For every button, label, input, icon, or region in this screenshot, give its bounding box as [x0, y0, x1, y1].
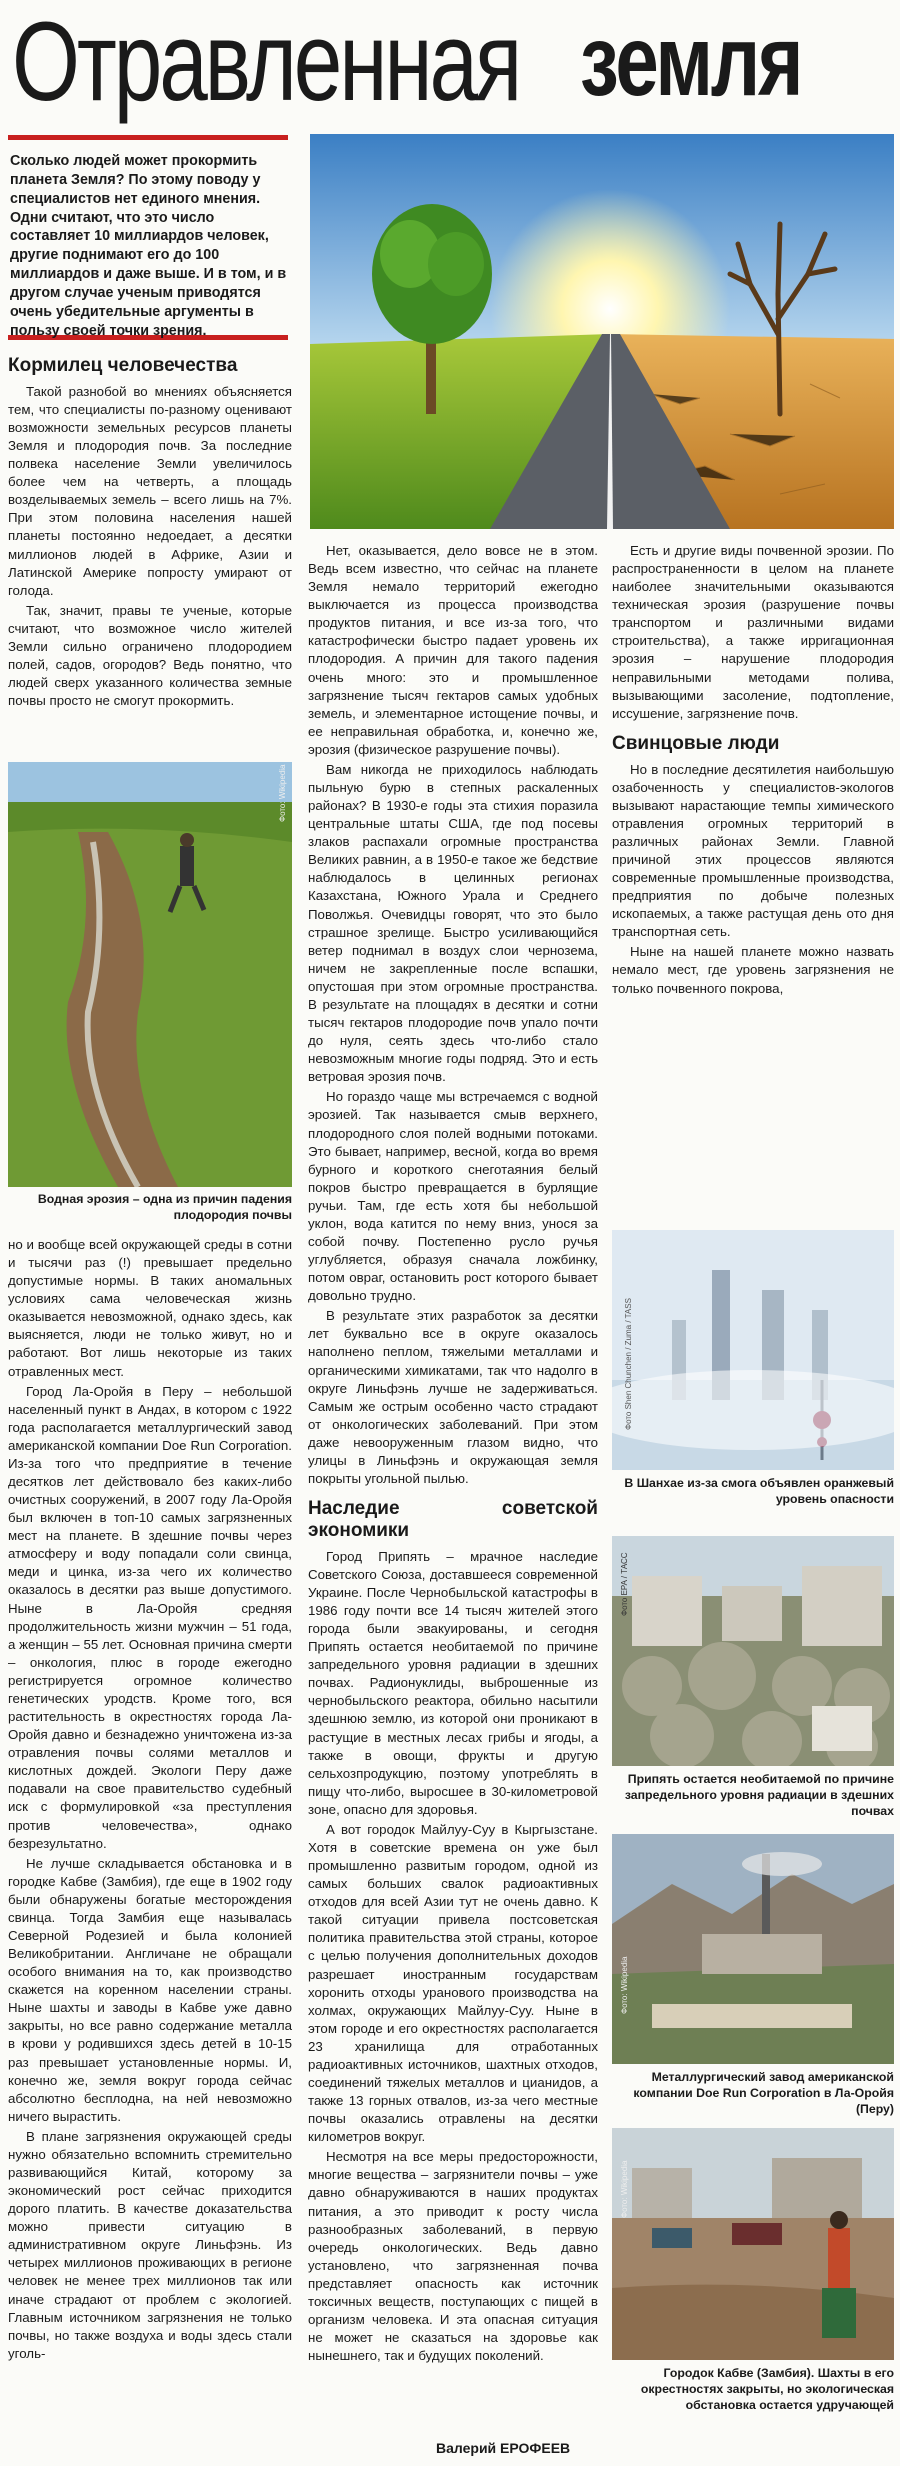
section-heading-soviet: Наследие советской экономики [308, 1498, 598, 1541]
water-erosion-image [8, 762, 292, 1187]
paragraph: но и вообще всей окружающей среды в сотни и тысячи раз (!) превышает предельно допустимые нормы. В таких аномальных условиях сама человеческая жизнь оказывается невозможной, однако здесь, как выясняется, люди не только живут, но и работают. Вот лишь некоторые из таких отравленных мест. [8, 1237, 292, 1379]
column-2 [308, 542, 598, 2367]
caption-water-erosion: Водная эрозия – одна из причин падения плодородия почвы [37, 1192, 292, 1222]
headline [0, 0, 900, 130]
paragraph: Не лучше складывается обстановка и в городке Кабве (Замбия), где еще в 1902 году были обнаружены богатые месторождения свинца. Тогда Замбия еще называлась Северной Родезией и была колонией Великобритании. Англичане не обращали особого внимания на то, как производство скажется на коренном населении страны. Ныне шахты и заводы в Кабве уже давно закрыты, но все равно содержание металла в крови у родившихся здесь детей в 10-15 раз превышает установленные нормы. И, конечно же, земля вокруг города сейчас абсолютно бесплодна, на ней невозможно ничего вырастить. [8, 1855, 292, 2124]
paragraph: Вам никогда не приходилось наблюдать пыльную бурю в степных раскаленных районах? В 1930-е годы эта стихия поразила центральные штаты США, где под посевы злаков распахали огромные пространства Великих равнин, а в 1950-е такое же бедствие наблюдалось в целинных регионах Казахстана, Южного Урала и Среднего Поволжья. Очевидцы говорят, что это было страшное зрелище. Быстро усиливающийся ветер поднимал в воздух слои чернозема, ничем не закрепленные после вспашки, опустошая при этом огромные пространства. В результате на площадях в десятки и сотни тысяч гектаров плодородие почв упало почти до нуля, сеять здесь что-либо стало невозможным многие годы подряд. Это и есть ветровая эрозия почв. [308, 761, 598, 1085]
column-1 [8, 355, 292, 712]
photo-credit: Фото EPA / ТАСС [620, 1552, 629, 1616]
caption-la-oroya: Металлургический завод американской компании Doe Run Corporation в Ла-Оройя (Перу) [633, 2070, 894, 2116]
caption-kabwe: Городок Кабве (Замбия). Шахты в его окрестностях закрыты, но экологическая обстановка остается удручающей [640, 2366, 894, 2412]
paragraph: Так, значит, правы те ученые, которые считают, что возможное число жителей Земли сильно ограничено плодородием полей, садов, огородов? Ведь понятно, что людей сверх указанного количества земные почвы просто не смогут прокормить. [8, 602, 292, 709]
photo-la-oroya [612, 1834, 894, 2064]
headline-light: Отравленная [12, 0, 520, 124]
photo-shanghai-smog [612, 1230, 894, 1470]
caption-shanghai: В Шанхае из-за смога объявлен оранжевый уровень опасности [624, 1476, 894, 1506]
lead-box [8, 135, 288, 340]
paragraph: Ныне на нашей планете можно назвать немало мест, где уровень загрязнения не только почвенного покрова, [612, 944, 894, 996]
paragraph: Есть и другие виды почвенной эрозии. По распространенности в целом на планете наиболее значительными оказываются техническая эрозия (разрушение почвы транспортом и различными видами строительства), а также ирригационная эрозия – нарушение плодородия неправильными методами полива, вызывающими засоление, подтопление, иссушение, загрязнение почв. [612, 543, 894, 721]
column-1-continued [8, 1236, 292, 2365]
photo-pripyat [612, 1536, 894, 1766]
photo-credit: Фото: Wikipedia [620, 2160, 629, 2218]
section-heading-lead-people: Свинцовые люди [612, 732, 780, 754]
kabwe-image [612, 2128, 894, 2360]
paragraph: Нет, оказывается, дело вовсе не в этом. Ведь всем известно, что сейчас на планете Земля немало территорий ежегодно выключается из процесса производства продуктов питания, и все из-за того, что катастрофически быстро падает уровень их плодородия. А причин для такого падения очень много: это и промышленное загрязнение тысяч гектаров самых удобных земель, и элементарное истощение почвы, и ее неправильная обработка, и, конечно же, эрозия (физическое разрушение почвы). [308, 543, 598, 757]
paragraph: Несмотря на все меры предосторожности, многие вещества – загрязнители почвы – уже давно обнаруживаются в наших продуктах питания, а это приводит к росту числа разнообразных заболеваний, в первую очередь онкологических. Ведь давно установлено, что загрязненная почва представляет опасность как источник токсичных веществ, поступающих с пищей в организм человека. И эта опасная ситуация не может не сказаться на здоровье как нынешнего, так и будущих поколений. [308, 2149, 598, 2364]
photo-kabwe [612, 2128, 894, 2360]
column-3 [612, 542, 894, 1000]
pripyat-image [612, 1536, 894, 1766]
photo-water-erosion [8, 762, 292, 1187]
caption-pripyat: Припять остается необитаемой по причине запредельного уровня радиации в здешних почвах [624, 1772, 894, 1818]
paragraph: В результате этих разработок за десятки лет буквально все в округе оказалось наполнено пеплом, тяжелыми металлами и органическими химикатами, так что надолго в округе Линьфэнь лучше не задерживаться. Самым же острым особенно часто страдают от онкологических заболеваний. При этом даже невооруженным глазом видно, что улицы в Линьфэнь и окружающая земля покрыты угольной пылью. [308, 1308, 598, 1486]
headline-bold: земля [580, 5, 802, 117]
photo-credit: Фото Shen Chunchen / Zuma / TASS [624, 1298, 633, 1430]
paragraph: Город Ла-Оройя в Перу – небольшой населенный пункт в Андах, в котором с 1922 года располагается металлургический завод американской компании Doe Run Corporation. Из-за того что предприятие в течение десятков лет действовало без каких-либо очистных сооружений, в 2007 году Ла-Оройя был включен в топ-10 самых загрязненных мест на планете. В здешние почвы через атмосферу и воду попадали соли свинца, меди и цинка, из-за чего их количество оказалось в десятки раз выше допустимого. Ныне в Ла-Оройя средняя продолжительность жизни мужчин – 51 года, а женщин – 55 лет. Основная причина смерти – онкология, плюс в городе ежегодно регистрируется огромное количество генетических уродств. Кроме того, вся растительность в окрестностях города Ла-Оройя давно и безнадежно уничтожена из-за отравления почвы солями металлов и кислотных дождей. Экологи Перу даже подавали на свое правительство судебный иск с формулировкой «за преступления против человечества», однако безрезультатно. [8, 1383, 292, 1851]
la-oroya-image [612, 1834, 894, 2064]
paragraph: В плане загрязнения окружающей среды нужно обязательно вспомнить стремительно развивающийся Китай, которому за экономический рост сейчас приходится дорого платить. В качестве доказательства можно привести ситуацию в административном округе Линьфэнь. Из четырех миллионов проживающих в регионе человек не менее трех миллионов так или иначе страдают от проблем с экологией. Главным источником загрязнения не только почвы, но также воздуха и воды здесь стали уголь- [8, 2128, 292, 2361]
paragraph: Но в последние десятилетия наибольшую озабоченность у специалистов-экологов вызывают нарастающие темпы химического отравления огромных территорий в различных районах Земли. Главной причиной этих процессов являются современные промышленные производства, предприятия по добыче полезных ископаемых, а также растущая день ото дня транспортная сеть. [612, 761, 894, 940]
hero-image [310, 134, 894, 529]
paragraph: Город Припять – мрачное наследие Советского Союза, доставшееся современной Украине. После Чернобыльской катастрофы в 1986 году почти все 14 тысяч жителей этого города были эвакуированы, и сегодня Припять остается необитаемой по причине запредельного уровня радиации в здешних почвах. Радионуклиды, выброшенные из чернобыльского реактора, обильно насытили здешнюю землю, из которой они проникают в растущие в местных лесах грибы и ягоды, а также в овощи, фрукты и другую сельхозпродукцию, поэтому употреблять в пищу что-либо, выросшее в 30-километровой зоне, опасно для здоровья. [308, 1548, 598, 1817]
paragraph: Такой разнобой во мнениях объясняется тем, что специалисты по-разному оценивают возможности земельных ресурсов планеты Земля и плодородия почв. За последние полвека население Земли увеличилось более чем на четверть, а площадь возделываемых земель – всего лишь на 7%. При этом половина населения нашей планеты постоянно недоедает, а десятки миллионов людей в Африке, Азии и Латинской Америке попросту умирают от голода. [8, 383, 292, 598]
section-heading-breadwinner: Кормилец человечества [8, 355, 238, 376]
lead-text: Сколько людей может прокормить планета Земля? По этому поводу у специалистов нет единого мнения. Одни считают, что это число составляет 10 миллиардов человек, другие поднимают его до 100 миллиардов и даже выше. И в том, и в другом случае ученым приводятся очень убедительные аргументы в пользу своей точки зрения. [10, 153, 287, 339]
photo-credit: Фото: Wikipedia [278, 764, 287, 822]
photo-credit: Фото: Wikipedia [620, 1956, 629, 2014]
author-signature: Валерий ЕРОФЕЕВ [436, 2440, 571, 2456]
paragraph: А вот городок Майлуу-Суу в Кыргызстане. Хотя в советские времена он уже был промышленно развитым городом, одной из самых больших свалок радиоактивных отходов для всей Азии тут не очень давно. К такой ситуации привела постсоветская политика правительства этой страны, которое с целью получения дополнительных доходов разрешает иностранным государствам хоронить отходы уранового производства на холмах, окружающих Майлуу-Суу. Ныне в этом городе и его окрестностях располагается 23 хранилища для отработанных радиоактивных источников, шахтных отходов, соединений тяжелых металлов и цианидов, а также 13 горных отвалов, из-за чего местные почвы оказались отравлены на десятки километров вокруг. [308, 1821, 598, 2145]
hero-illustration [310, 134, 894, 529]
paragraph: Но гораздо чаще мы встречаемся с водной эрозией. Так называется смыв верхнего, плодородного слоя полей водными потоками. Это бывает, например, весной, когда во время бурного и короткого снеготаяния белый покров быстро превращается в бурлящие ручьи. Там, где есть хотя бы небольшой уклон, вода катится по нему вниз, унося за собой почву. Постепенно русло ручья углубляется, образуя сначала ложбинку, потом овраг, остановить рост которого бывает довольно трудно. [308, 1089, 598, 1304]
shanghai-image [612, 1230, 894, 1470]
